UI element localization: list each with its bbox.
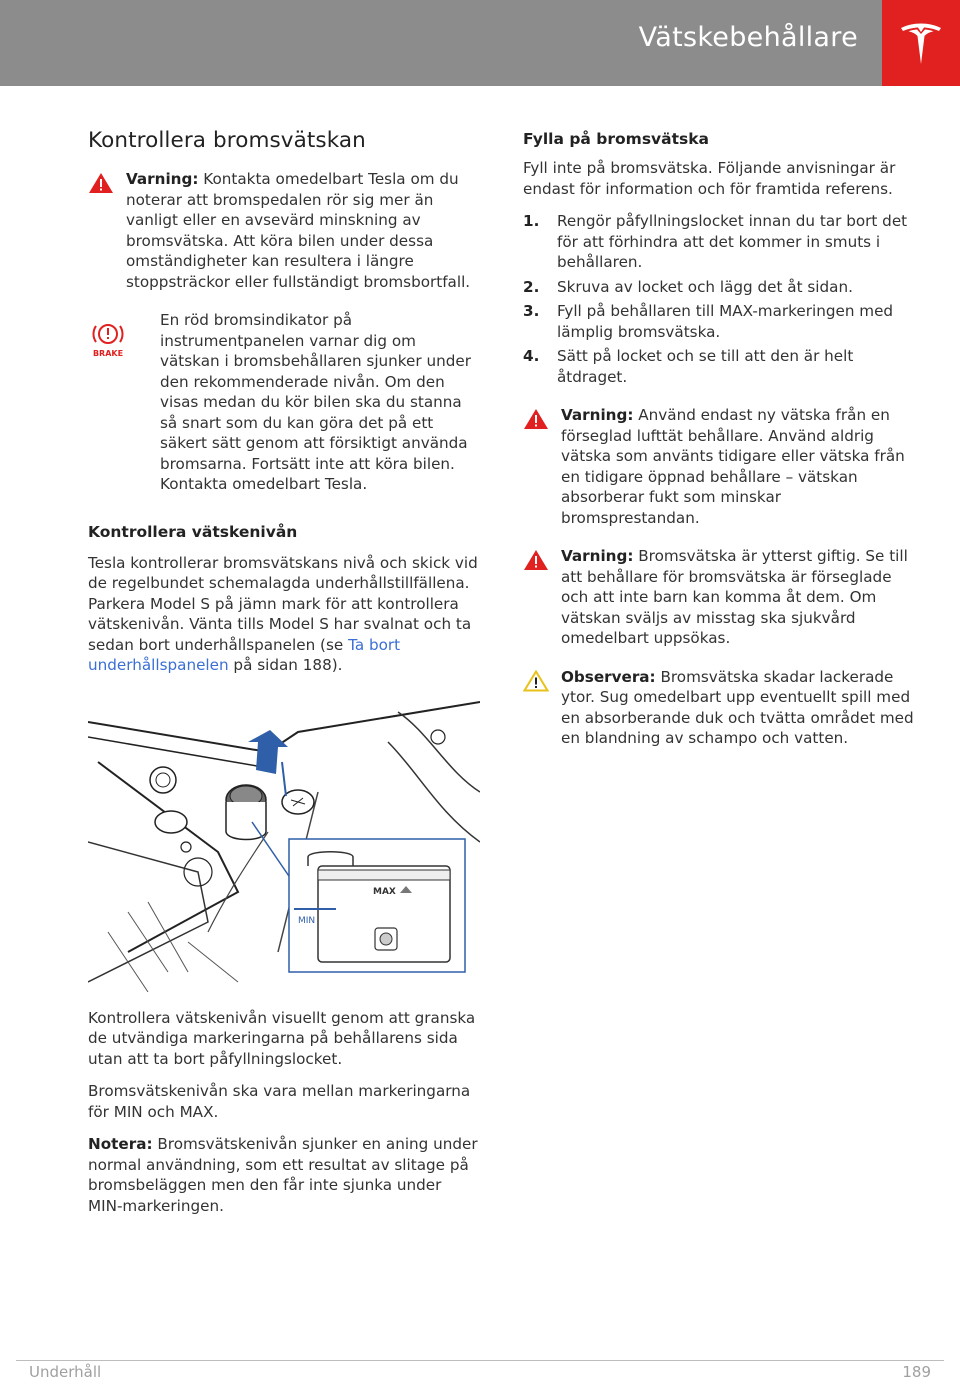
step-number: 3. xyxy=(523,302,540,320)
page-number: 189 xyxy=(902,1363,931,1381)
warning-callout-toxic xyxy=(523,546,918,649)
heading-check-brake-fluid: Kontrollera bromsvätskan xyxy=(88,128,366,153)
check-para-text: Tesla kontrollerar bromsvätskans nivå och skick vid de regelbundet schemalagda underhållstillfällena. Parkera Model S på jämn mark för att kontrollera vätskenivån. Vänta tills Model S har svalnat och ta sedan bort underhållspanelen (se xyxy=(88,553,478,654)
step-text: Skruva av locket och lägg det åt sidan. xyxy=(557,277,853,296)
step-text: Rengör påfyllningslocket innan du tar bort det för att förhindra att det kommer in smuts i behållaren. xyxy=(557,212,908,271)
list-item xyxy=(523,277,918,298)
caution-text: Bromsvätska skadar lackerade ytor. Sug omedelbart upp eventuellt spill med en absorberande duk och tvätta området med en blandning av schampo och vatten. xyxy=(561,667,914,747)
brake-indicator-text: En röd bromsindikator på instrumentpanelen varnar dig om vätskan i bromsbehållaren sjunker under den rekommenderade nivån. Om den visas medan du kör bilen ska du stanna så snart som du kan göra det på ett säkert sätt genom att försiktigt använda bromsarna. Fortsätt inte att köra bilen. Kontakta omedelbart Tesla. xyxy=(160,311,471,493)
warning-text: Använd endast ny vätska från en förseglad lufttät behållare. Använd aldrig vätska som använts tidigare eller vätska från en tidigare öppnad behållare – vätskan absorberar fukt som minskar bromsprestandan. xyxy=(561,406,905,527)
note-paragraph xyxy=(88,1134,480,1216)
brake-indicator-callout xyxy=(88,310,480,495)
heading-check-fluid-level: Kontrollera vätskenivån xyxy=(88,522,298,541)
check-para-end: på sidan 188). xyxy=(228,656,343,674)
warning-callout-new-fluid xyxy=(523,405,918,528)
step-number: 4. xyxy=(523,347,540,365)
page-header xyxy=(0,0,960,86)
list-item xyxy=(523,346,918,387)
warning-callout xyxy=(88,169,480,292)
section-title: Vätskebehållare xyxy=(638,22,858,53)
page-footer xyxy=(16,1360,944,1390)
min-mark-label: MIN xyxy=(298,915,316,926)
list-item xyxy=(523,301,918,342)
visual-check-paragraph: Kontrollera vätskenivån visuellt genom att granska de utvändiga markeringarna på behållarens sida utan att ta bort påfyllningslocket. xyxy=(88,1008,476,1068)
warning-label: Varning: xyxy=(561,547,634,565)
step-number: 1. xyxy=(523,212,540,230)
max-mark-label: MAX xyxy=(373,886,396,897)
note-text: Bromsvätskenivån sjunker en aning under normal användning, som ett resultat av slitage på bromsbeläggen men den får inte sjunka under MIN-markeringen. xyxy=(88,1135,478,1215)
warning-triangle-icon xyxy=(523,549,549,571)
heading-fill-brake-fluid: Fylla på bromsvätska xyxy=(523,130,710,148)
list-item xyxy=(523,211,918,273)
warning-text: Kontakta omedelbart Tesla om du noterar att bromspedalen rör sig mer än vanligt eller en avsevärd minskning av bromsvätska. Att köra bilen under dessa omständigheter kan resultera i längre stoppsträckor eller fullständigt bromsbortfall. xyxy=(126,170,471,291)
warning-label: Varning: xyxy=(126,170,199,188)
warning-triangle-icon xyxy=(523,408,549,430)
caution-label: Observera: xyxy=(561,667,656,686)
tesla-logo-icon xyxy=(897,19,945,67)
fill-intro-paragraph: Fyll inte på bromsvätska. Följande anvisningar är endast för information och för framtida referens. xyxy=(523,159,896,198)
warning-label: Varning: xyxy=(561,406,634,424)
check-paragraph xyxy=(88,553,480,676)
brake-reservoir-illustration xyxy=(88,692,480,992)
right-column xyxy=(523,128,918,767)
step-number: 2. xyxy=(523,277,540,296)
caution-callout xyxy=(523,667,918,749)
tesla-logo xyxy=(882,0,960,86)
warning-triangle-icon xyxy=(88,172,114,194)
step-text: Fyll på behållaren till MAX-markeringen med lämplig bromsvätska. xyxy=(557,302,894,341)
caution-triangle-icon xyxy=(523,670,549,692)
remove-panel-link[interactable]: Ta bort underhållspanelen xyxy=(88,635,401,674)
step-text: Sätt på locket och se till att den är helt åtdraget. xyxy=(557,347,854,386)
fill-steps-list xyxy=(523,211,918,387)
brake-warning-icon xyxy=(88,320,128,360)
warning-text: Bromsvätska är ytterst giftig. Se till att behållare för bromsvätska är förseglade och att inte barn kan komma åt dem. Om vätskan sväljs av misstag ska sjukvård omedelbart uppsökas. xyxy=(561,547,908,647)
brake-reservoir-figure xyxy=(88,692,480,992)
brake-icon-label: BRAKE xyxy=(92,349,124,358)
left-column xyxy=(88,128,480,1228)
note-label: Notera: xyxy=(88,1135,153,1153)
footer-section: Underhåll xyxy=(29,1363,102,1381)
fluid-level-paragraph: Bromsvätskenivån ska vara mellan markeringarna för MIN och MAX. xyxy=(88,1082,471,1121)
